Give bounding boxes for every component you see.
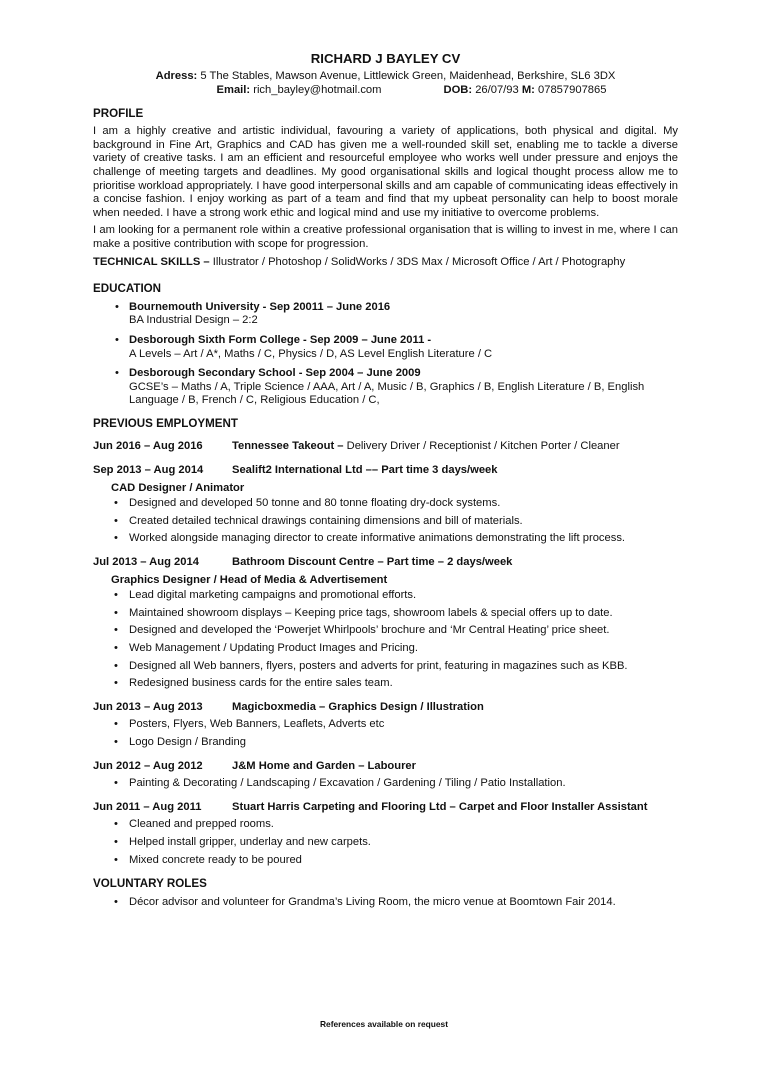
job-dates: Jul 2013 – Aug 2014 xyxy=(93,556,199,569)
duty-text: Web Management / Updating Product Images and Pricing. xyxy=(129,642,418,654)
bullet: • xyxy=(114,895,118,908)
education-detail: A Levels – Art / A*, Maths / C, Physics / D, AS Level English Literature / C xyxy=(129,347,493,360)
job-duties xyxy=(93,718,678,749)
bullet: • xyxy=(115,367,119,380)
job-header xyxy=(93,464,678,478)
email-group xyxy=(217,83,382,97)
job-duties xyxy=(93,777,678,791)
bullet: • xyxy=(114,497,118,510)
bullet: • xyxy=(114,818,118,831)
duty-text: Lead digital marketing campaigns and promotional efforts. xyxy=(129,589,417,602)
cv-page xyxy=(93,52,678,913)
education-heading: EDUCATION xyxy=(93,282,162,296)
job-employer: J&M Home and Garden – Labourer xyxy=(232,759,417,772)
bullet: • xyxy=(114,777,118,790)
education-detail: BA Industrial Design – 2:2 xyxy=(129,314,258,327)
duty-item xyxy=(93,624,678,638)
bullet: • xyxy=(114,642,118,654)
duty-text: Mixed concrete ready to be poured xyxy=(129,853,302,866)
job-dates: Jun 2016 – Aug 2016 xyxy=(93,440,203,453)
job-dates: Jun 2012 – Aug 2012 xyxy=(93,759,203,772)
education-institution: Bournemouth University - Sep 20011 – June 2016 xyxy=(129,300,391,313)
job-employer: Tennessee Takeout – xyxy=(232,440,344,453)
duty-item xyxy=(93,777,678,791)
education-detail: GCSE’s – Maths / A, Triple Science / AAA, Art / A, Music / B, Graphics / B, English Literature / B, English Language / B, French / C, Religious Education / C, xyxy=(129,380,645,407)
email-label: Email: xyxy=(216,83,251,96)
job-employer: Magicboxmedia – Graphics Design / Illustration xyxy=(232,700,484,713)
address-value: 5 The Stables, Mawson Avenue, Littlewick Green, Maidenhead, Berkshire, SL6 3DX xyxy=(200,69,616,82)
job-employer-group xyxy=(232,464,498,478)
voluntary-text: Décor advisor and volunteer for Grandma’s Living Room, the micro venue at Boomtown Fair 2014. xyxy=(129,895,616,908)
cv-title: RICHARD J BAYLEY CV xyxy=(310,51,461,66)
job-header xyxy=(93,440,678,454)
job-role: Graphics Designer / Head of Media & Advertisement xyxy=(111,573,388,586)
job-employer: Bathroom Discount Centre – Part time – 2 days/week xyxy=(232,556,513,569)
bullet: • xyxy=(114,514,118,527)
job-dates: Sep 2013 – Aug 2014 xyxy=(93,464,204,477)
job-employer-group xyxy=(232,440,620,454)
duty-text: Logo Design / Branding xyxy=(129,735,246,748)
voluntary-list xyxy=(93,896,678,910)
job-employer: Sealift2 International Ltd –– Part time 3 days/week xyxy=(232,464,498,477)
duty-item xyxy=(93,660,678,674)
bullet: • xyxy=(114,718,118,731)
job-role: CAD Designer / Animator xyxy=(111,481,245,494)
duty-text: Designed and developed the ‘Powerjet Whirlpools’ brochure and ‘Mr Central Heating’ price sheet. xyxy=(129,624,610,637)
bullet: • xyxy=(115,300,119,313)
technical-skills xyxy=(93,256,678,270)
job-employer-group xyxy=(232,801,647,815)
job-header xyxy=(93,801,678,815)
profile-heading: PROFILE xyxy=(93,106,144,120)
duty-item xyxy=(93,497,678,511)
profile-paragraph-1: I am a highly creative and artistic individual, favouring a variety of applications, both physical and digital. My background in Fine Art, Graphics and CAD has given me a well-rounded skill set, enabling me to tackle a diverse variety of creative tasks. I am an efficient and resourceful employee who works well under pressure and enjoys the challenge of meeting targets and deadlines. My good organisational skills and logical thought process allow me to prioritise workload appropriately. I have good interpersonal skills and am capable of communicating ideas effectively in a concise fashion. I enjoy working as part of a team and find that my upbeat personality can help to boost morale when needed. I have a strong work ethic and logical mind and use my initiative to overcome problems. xyxy=(93,125,678,219)
bullet: • xyxy=(114,532,118,545)
job-dates: Jun 2013 – Aug 2013 xyxy=(93,700,203,713)
bullet: • xyxy=(114,735,118,748)
job-header xyxy=(93,760,678,774)
job-duties xyxy=(93,497,678,546)
bullet: • xyxy=(114,835,118,848)
address-label: Adress: xyxy=(155,69,198,82)
duty-text: Created detailed technical drawings containing dimensions and bill of materials. xyxy=(129,514,523,527)
job-employer-group xyxy=(232,760,416,774)
mobile-value: 07857907865 xyxy=(538,83,607,96)
voluntary-item xyxy=(93,896,678,910)
duty-item xyxy=(93,836,678,850)
duty-text: Redesigned business cards for the entire sales team. xyxy=(129,677,393,690)
duty-item xyxy=(93,589,678,603)
job-dates: Jun 2011 – Aug 2011 xyxy=(93,800,202,813)
voluntary-heading: VOLUNTARY ROLES xyxy=(93,877,207,891)
duty-item xyxy=(93,854,678,868)
bullet: • xyxy=(114,606,118,619)
duty-text: Designed all Web banners, flyers, posters and adverts for print, featuring in magazines such as KBB. xyxy=(129,659,628,672)
job-employer: Stuart Harris Carpeting and Flooring Ltd – Carpet and Floor Installer Assistant xyxy=(232,800,648,813)
contact-block xyxy=(93,69,678,97)
duty-text: Designed and developed 50 tonne and 80 tonne floating dry-dock systems. xyxy=(129,497,501,510)
job-duties xyxy=(93,589,678,691)
duty-item xyxy=(93,818,678,832)
duty-text: Cleaned and prepped rooms. xyxy=(129,818,274,831)
job-duties xyxy=(93,818,678,867)
duty-item xyxy=(93,532,678,546)
bullet: • xyxy=(114,659,118,672)
duty-text: Maintained showroom displays – Keeping price tags, showroom labels & special offers up to date. xyxy=(129,606,613,619)
job-employer-group xyxy=(232,556,512,570)
email-value: rich_bayley@hotmail.com xyxy=(253,83,382,96)
profile-paragraph-2: I am looking for a permanent role within a creative professional organisation that is willing to invest in me, where I can make a positive contribution with scope for progression. xyxy=(93,224,678,250)
bullet: • xyxy=(114,624,118,637)
education-institution: Desborough Secondary School - Sep 2004 – June 2009 xyxy=(129,367,421,380)
education-institution: Desborough Sixth Form College - Sep 2009 – June 2011 - xyxy=(129,333,432,346)
job-header xyxy=(93,701,678,715)
job-header xyxy=(93,556,678,570)
duty-text: Worked alongside managing director to create informative animations demonstrating the lift process. xyxy=(129,532,626,545)
dob-value: 26/07/93 xyxy=(475,83,519,96)
education-item xyxy=(93,367,678,408)
skills-value: Illustrator / Photoshop / SolidWorks / 3DS Max / Microsoft Office / Art / Photography xyxy=(212,255,626,268)
bullet: • xyxy=(114,677,118,690)
duty-text: Helped install gripper, underlay and new carpets. xyxy=(129,835,371,848)
job-employer-group xyxy=(232,701,484,715)
bullet: • xyxy=(114,589,118,602)
duty-item xyxy=(93,718,678,732)
references-note: References available on request xyxy=(319,1019,448,1029)
bullet: • xyxy=(115,333,119,346)
contact-line xyxy=(93,83,678,97)
employment-list xyxy=(93,440,678,867)
duty-item xyxy=(93,515,678,529)
bullet: • xyxy=(114,853,118,866)
mobile-label: M: xyxy=(521,83,535,96)
education-item xyxy=(93,334,678,361)
education-item xyxy=(93,301,678,328)
duty-text: Posters, Flyers, Web Banners, Leaflets, Adverts etc xyxy=(129,718,385,731)
dob-label: DOB: xyxy=(443,83,473,96)
address-line xyxy=(93,69,678,83)
job-description: Delivery Driver / Receptionist / Kitchen Porter / Cleaner xyxy=(343,440,620,453)
duty-item xyxy=(93,736,678,750)
duty-item xyxy=(93,607,678,621)
dob-group xyxy=(443,83,606,97)
duty-item xyxy=(93,677,678,691)
duty-item xyxy=(93,642,678,656)
employment-heading: PREVIOUS EMPLOYMENT xyxy=(93,416,238,430)
duty-text: Painting & Decorating / Landscaping / Excavation / Gardening / Tiling / Patio Installation. xyxy=(129,777,566,790)
skills-label: TECHNICAL SKILLS – xyxy=(93,255,210,268)
education-list xyxy=(93,301,678,408)
